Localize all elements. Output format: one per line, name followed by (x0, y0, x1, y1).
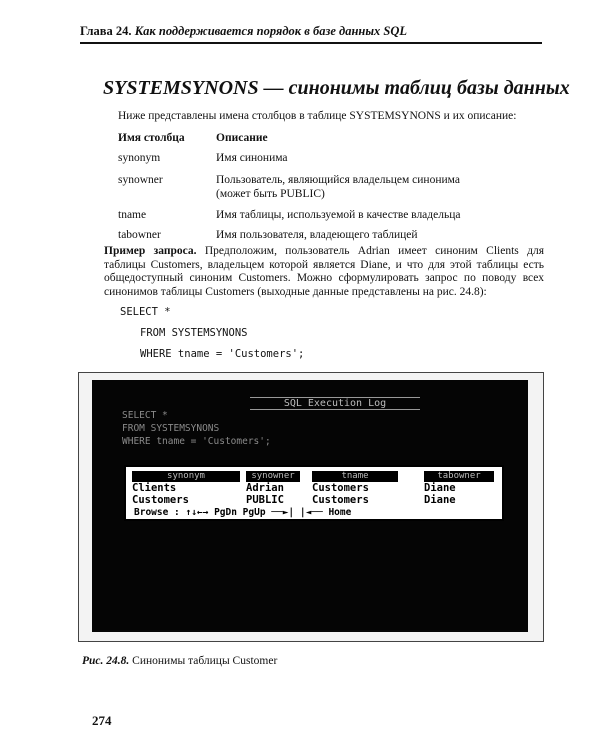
row-column-name: tname (118, 209, 147, 221)
section-title: SYSTEMSYNONS — синонимы таблиц базы данных (103, 77, 570, 99)
table-row (118, 151, 548, 173)
result-column (312, 471, 398, 506)
running-head (80, 24, 540, 39)
row-column-name: tabowner (118, 229, 161, 241)
browse-navigation-bar: Browse : ↑↓←→ PgDn PgUp ──►| |◄── Home (134, 507, 352, 518)
result-cell: Customers (312, 482, 369, 494)
result-column-header: tabowner (424, 471, 494, 482)
chapter-label: Глава 24. (80, 24, 132, 38)
header-rule (80, 42, 542, 44)
row-column-description: Имя пользователя, владеющего таблицей (216, 229, 418, 241)
figure-caption (82, 655, 277, 667)
example-paragraph (104, 245, 544, 299)
result-column-header: synonym (132, 471, 240, 482)
result-column-header: tname (312, 471, 398, 482)
table-row (118, 208, 548, 228)
result-column (132, 471, 240, 506)
section-intro: Ниже представлены имена столбцов в таблице SYSTEMSYNONS и их описание: (118, 110, 517, 122)
example-lead: Пример запроса. (104, 245, 197, 257)
row-column-name: synonym (118, 152, 161, 164)
table-header-row (118, 131, 548, 151)
chapter-title: Как поддерживается порядок в базе данных SQL (134, 24, 408, 38)
code-line: WHERE tname = 'Customers'; (140, 348, 305, 360)
log-line: WHERE tname = 'Customers'; (122, 436, 271, 447)
row-column-description: Имя таблицы, используемой в качестве владельца (216, 209, 461, 221)
result-cell: PUBLIC (246, 494, 284, 506)
result-cell: Diane (424, 494, 456, 506)
result-cell: Clients (132, 482, 177, 494)
result-column-header: synowner (246, 471, 300, 482)
example-text: Предположим, пользователь Adrian имеет синоним Clients для таблицы Customers, владельцем которой является Diane, и что для этой таблицы есть общедоступный синоним Customers. Можно сформулировать запрос по поводу всех синонимов таблицы Customers (выходные данные представлены на рис. 24.8): (104, 245, 544, 298)
result-cell: Customers (312, 494, 369, 506)
table-row (118, 173, 548, 208)
code-line: FROM SYSTEMSYNONS (140, 327, 248, 339)
page-number: 274 (92, 713, 112, 728)
column-header-description: Описание (216, 132, 268, 144)
log-line: FROM SYSTEMSYNONS (122, 423, 220, 434)
figure-caption-text: Синонимы таблицы Customer (132, 655, 278, 667)
result-cell: Diane (424, 482, 456, 494)
result-column (246, 471, 300, 506)
columns-description-table (118, 131, 548, 248)
query-results-window (124, 465, 504, 521)
figure-label: Рис. 24.8. (82, 655, 130, 667)
row-column-description: Пользователь, являющийся владельцем синонима (может быть PUBLIC) (216, 174, 460, 200)
result-column (424, 471, 494, 506)
row-column-description: Имя синонима (216, 152, 288, 164)
row-column-name: synowner (118, 174, 163, 186)
code-line: SELECT * (120, 306, 171, 318)
sql-log-title: SQL Execution Log (250, 397, 420, 410)
result-cell: Adrian (246, 482, 284, 494)
column-header-name: Имя столбца (118, 132, 185, 144)
log-line: SELECT * (122, 410, 168, 421)
result-cell: Customers (132, 494, 189, 506)
